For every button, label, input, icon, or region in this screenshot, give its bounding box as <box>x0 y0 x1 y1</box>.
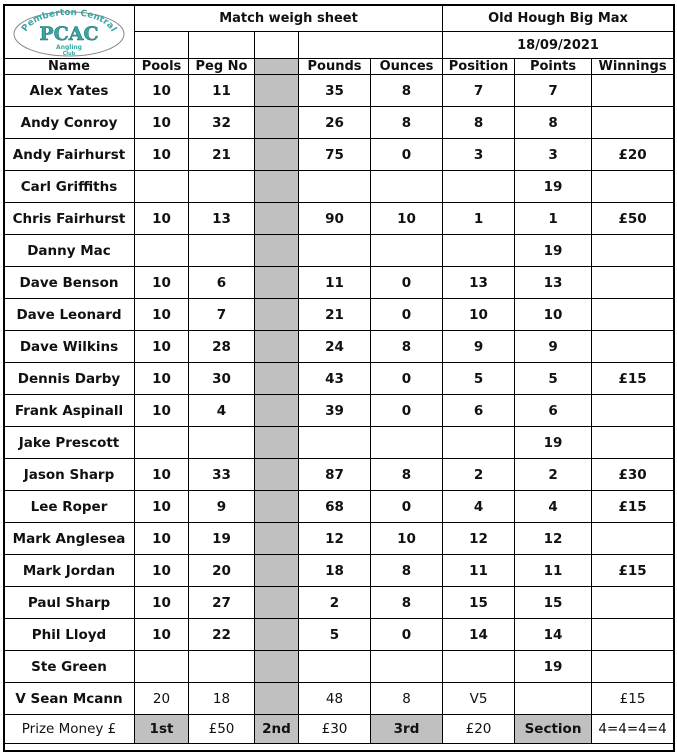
winnings-cell: £15 <box>592 363 674 395</box>
angler-name: Jake Prescott <box>4 427 135 459</box>
prize-third-value: £20 <box>443 715 515 744</box>
ounces-cell: 10 <box>371 523 443 555</box>
peg-cell: 11 <box>189 75 255 107</box>
pounds-cell: 21 <box>299 299 371 331</box>
guest-row <box>4 683 674 715</box>
gray-separator <box>255 299 299 331</box>
pounds-cell: 2 <box>299 587 371 619</box>
ounces-cell: 0 <box>371 363 443 395</box>
table-row <box>4 491 674 523</box>
pounds-cell <box>299 171 371 203</box>
angler-name: Jason Sharp <box>4 459 135 491</box>
points-cell: 1 <box>515 203 592 235</box>
position-cell: 14 <box>443 619 515 651</box>
pools-cell: 10 <box>135 299 189 331</box>
prize-first-label: 1st <box>135 715 189 744</box>
gray-separator <box>255 171 299 203</box>
table-row <box>4 299 674 331</box>
angler-name: Chris Fairhurst <box>4 203 135 235</box>
pools-cell: 10 <box>135 619 189 651</box>
prize-section-label: Section <box>515 715 592 744</box>
pounds-cell: 18 <box>299 555 371 587</box>
gray-separator <box>255 203 299 235</box>
col-header-ounces: Ounces <box>371 59 443 75</box>
pounds-cell: 26 <box>299 107 371 139</box>
angler-name: Phil Lloyd <box>4 619 135 651</box>
position-cell: 7 <box>443 75 515 107</box>
position-cell: 10 <box>443 299 515 331</box>
ounces-cell: 0 <box>371 491 443 523</box>
gray-separator <box>255 59 299 75</box>
position-cell <box>443 427 515 459</box>
angler-name: Paul Sharp <box>4 587 135 619</box>
pounds-cell: 90 <box>299 203 371 235</box>
ounces-cell: 0 <box>371 139 443 171</box>
table-row <box>4 363 674 395</box>
angler-name: Mark Jordan <box>4 555 135 587</box>
peg-cell: 9 <box>189 491 255 523</box>
pools-cell: 10 <box>135 363 189 395</box>
ounces-cell: 8 <box>371 331 443 363</box>
angler-name: Mark Anglesea <box>4 523 135 555</box>
position-cell: 9 <box>443 331 515 363</box>
peg-cell: 7 <box>189 299 255 331</box>
peg-cell: 13 <box>189 203 255 235</box>
prize-row <box>4 715 674 744</box>
winnings-cell <box>592 267 674 299</box>
peg-cell: 21 <box>189 139 255 171</box>
points-cell: 10 <box>515 299 592 331</box>
table-row <box>4 139 674 171</box>
peg-cell <box>189 235 255 267</box>
peg-cell: 33 <box>189 459 255 491</box>
peg-cell <box>189 651 255 683</box>
angler-name: Dennis Darby <box>4 363 135 395</box>
points-cell: 7 <box>515 75 592 107</box>
col-header-points: Points <box>515 59 592 75</box>
gray-separator <box>255 363 299 395</box>
pools-cell <box>135 171 189 203</box>
pools-cell: 10 <box>135 555 189 587</box>
position-cell: 4 <box>443 491 515 523</box>
winnings-cell <box>592 235 674 267</box>
points-cell: 19 <box>515 651 592 683</box>
angler-name: Lee Roper <box>4 491 135 523</box>
ounces-cell <box>371 235 443 267</box>
pounds-cell: 35 <box>299 75 371 107</box>
table-row <box>4 523 674 555</box>
angler-name: Dave Leonard <box>4 299 135 331</box>
pools-cell: 10 <box>135 267 189 299</box>
pools-cell: 10 <box>135 523 189 555</box>
ounces-cell: 8 <box>371 107 443 139</box>
gray-separator <box>255 619 299 651</box>
angler-name: Andy Conroy <box>4 107 135 139</box>
table-row <box>4 203 674 235</box>
guest-pounds: 48 <box>299 683 371 715</box>
table-row <box>4 267 674 299</box>
pools-cell: 10 <box>135 587 189 619</box>
gray-separator <box>255 523 299 555</box>
guest-points <box>515 683 592 715</box>
peg-cell <box>189 427 255 459</box>
position-cell: 1 <box>443 203 515 235</box>
peg-cell: 22 <box>189 619 255 651</box>
sheet-title: Match weigh sheet <box>135 5 443 32</box>
winnings-cell <box>592 107 674 139</box>
position-cell <box>443 171 515 203</box>
peg-cell: 32 <box>189 107 255 139</box>
position-cell: 12 <box>443 523 515 555</box>
pounds-cell: 5 <box>299 619 371 651</box>
blank-cell <box>299 32 443 59</box>
guest-winnings: £15 <box>592 683 674 715</box>
col-header-position: Position <box>443 59 515 75</box>
winnings-cell <box>592 331 674 363</box>
pools-cell <box>135 427 189 459</box>
pools-cell: 10 <box>135 491 189 523</box>
position-cell: 8 <box>443 107 515 139</box>
peg-cell: 19 <box>189 523 255 555</box>
angler-name: Dave Wilkins <box>4 331 135 363</box>
angler-name: Ste Green <box>4 651 135 683</box>
peg-cell <box>189 171 255 203</box>
logo-top-text: Pemberton Central <box>20 7 119 34</box>
gray-separator <box>255 139 299 171</box>
points-cell: 13 <box>515 267 592 299</box>
guest-name: V Sean Mcann <box>4 683 135 715</box>
pounds-cell: 75 <box>299 139 371 171</box>
position-cell: 3 <box>443 139 515 171</box>
table-row <box>4 459 674 491</box>
blank-cell <box>255 32 299 59</box>
position-cell <box>443 651 515 683</box>
gray-separator <box>255 683 299 715</box>
club-logo-icon <box>9 7 129 57</box>
table-row <box>4 171 674 203</box>
col-header-pounds: Pounds <box>299 59 371 75</box>
winnings-cell <box>592 171 674 203</box>
pounds-cell <box>299 427 371 459</box>
ounces-cell <box>371 427 443 459</box>
ounces-cell <box>371 651 443 683</box>
ounces-cell: 0 <box>371 395 443 427</box>
club-logo <box>4 5 135 59</box>
winnings-cell <box>592 299 674 331</box>
venue-title: Old Hough Big Max <box>443 5 674 32</box>
peg-cell: 27 <box>189 587 255 619</box>
pounds-cell: 24 <box>299 331 371 363</box>
points-cell: 11 <box>515 555 592 587</box>
winnings-cell: £30 <box>592 459 674 491</box>
ounces-cell: 0 <box>371 267 443 299</box>
table-row <box>4 75 674 107</box>
blank-cell <box>189 32 255 59</box>
points-cell: 3 <box>515 139 592 171</box>
angler-name: Alex Yates <box>4 75 135 107</box>
pools-cell: 10 <box>135 75 189 107</box>
points-cell: 19 <box>515 235 592 267</box>
pools-cell: 10 <box>135 203 189 235</box>
gray-separator <box>255 331 299 363</box>
col-header-pools: Pools <box>135 59 189 75</box>
pounds-cell: 12 <box>299 523 371 555</box>
winnings-cell <box>592 651 674 683</box>
table-row <box>4 555 674 587</box>
column-header-row <box>4 59 674 75</box>
points-cell: 6 <box>515 395 592 427</box>
points-cell: 8 <box>515 107 592 139</box>
gray-separator <box>255 587 299 619</box>
weigh-sheet-table <box>3 4 674 744</box>
prize-first-value: £50 <box>189 715 255 744</box>
table-row <box>4 235 674 267</box>
ounces-cell: 8 <box>371 587 443 619</box>
position-cell: 2 <box>443 459 515 491</box>
table-row <box>4 619 674 651</box>
gray-separator <box>255 555 299 587</box>
gray-separator <box>255 267 299 299</box>
winnings-cell <box>592 427 674 459</box>
ounces-cell: 8 <box>371 555 443 587</box>
winnings-cell <box>592 395 674 427</box>
blank-cell <box>135 32 189 59</box>
ounces-cell: 0 <box>371 299 443 331</box>
peg-cell: 4 <box>189 395 255 427</box>
position-cell: 13 <box>443 267 515 299</box>
winnings-cell <box>592 587 674 619</box>
winnings-cell: £15 <box>592 555 674 587</box>
gray-separator <box>255 651 299 683</box>
col-header-name: Name <box>4 59 135 75</box>
prize-third-label: 3rd <box>371 715 443 744</box>
winnings-cell <box>592 619 674 651</box>
weigh-sheet <box>3 4 673 750</box>
prize-label: Prize Money £ <box>4 715 135 744</box>
winnings-cell <box>592 75 674 107</box>
logo-bottom-text: Club <box>62 50 76 57</box>
points-cell: 2 <box>515 459 592 491</box>
points-cell: 9 <box>515 331 592 363</box>
pounds-cell <box>299 235 371 267</box>
gray-separator <box>255 427 299 459</box>
position-cell: 6 <box>443 395 515 427</box>
points-cell: 12 <box>515 523 592 555</box>
position-cell: 5 <box>443 363 515 395</box>
winnings-cell: £20 <box>592 139 674 171</box>
pools-cell: 10 <box>135 107 189 139</box>
points-cell: 15 <box>515 587 592 619</box>
table-row <box>4 587 674 619</box>
pools-cell <box>135 235 189 267</box>
points-cell: 5 <box>515 363 592 395</box>
pools-cell: 10 <box>135 459 189 491</box>
table-row <box>4 395 674 427</box>
table-row <box>4 427 674 459</box>
gray-separator <box>255 459 299 491</box>
ounces-cell: 0 <box>371 619 443 651</box>
pounds-cell <box>299 651 371 683</box>
peg-cell: 20 <box>189 555 255 587</box>
table-row <box>4 331 674 363</box>
gray-separator <box>255 395 299 427</box>
ounces-cell <box>371 171 443 203</box>
winnings-cell: £15 <box>592 491 674 523</box>
position-cell <box>443 235 515 267</box>
pounds-cell: 11 <box>299 267 371 299</box>
peg-cell: 6 <box>189 267 255 299</box>
pounds-cell: 68 <box>299 491 371 523</box>
guest-pools: 20 <box>135 683 189 715</box>
pools-cell: 10 <box>135 331 189 363</box>
pounds-cell: 43 <box>299 363 371 395</box>
gray-separator <box>255 107 299 139</box>
table-row <box>4 651 674 683</box>
gray-separator <box>255 491 299 523</box>
position-cell: 11 <box>443 555 515 587</box>
points-cell: 19 <box>515 171 592 203</box>
logo-letters: PCAC <box>39 22 99 45</box>
ounces-cell: 10 <box>371 203 443 235</box>
ounces-cell: 8 <box>371 75 443 107</box>
gray-separator <box>255 75 299 107</box>
prize-second-label: 2nd <box>255 715 299 744</box>
points-cell: 4 <box>515 491 592 523</box>
winnings-cell: £50 <box>592 203 674 235</box>
peg-cell: 28 <box>189 331 255 363</box>
position-cell: 15 <box>443 587 515 619</box>
points-cell: 14 <box>515 619 592 651</box>
prize-second-value: £30 <box>299 715 371 744</box>
guest-peg: 18 <box>189 683 255 715</box>
angler-name: Frank Aspinall <box>4 395 135 427</box>
guest-ounces: 8 <box>371 683 443 715</box>
col-header-winnings: Winnings <box>592 59 674 75</box>
points-cell: 19 <box>515 427 592 459</box>
pounds-cell: 39 <box>299 395 371 427</box>
table-row <box>4 107 674 139</box>
angler-rows <box>4 75 674 683</box>
guest-position: V5 <box>443 683 515 715</box>
angler-name: Danny Mac <box>4 235 135 267</box>
match-date: 18/09/2021 <box>443 32 674 59</box>
angler-name: Andy Fairhurst <box>4 139 135 171</box>
winnings-cell <box>592 523 674 555</box>
ounces-cell: 8 <box>371 459 443 491</box>
gray-separator <box>255 235 299 267</box>
col-header-peg: Peg No <box>189 59 255 75</box>
prize-section-value: 4=4=4=4 <box>592 715 674 744</box>
angler-name: Dave Benson <box>4 267 135 299</box>
pools-cell: 10 <box>135 139 189 171</box>
pools-cell: 10 <box>135 395 189 427</box>
peg-cell: 30 <box>189 363 255 395</box>
angler-name: Carl Griffiths <box>4 171 135 203</box>
pounds-cell: 87 <box>299 459 371 491</box>
pools-cell <box>135 651 189 683</box>
logo-sub-text: Angling <box>56 43 82 51</box>
